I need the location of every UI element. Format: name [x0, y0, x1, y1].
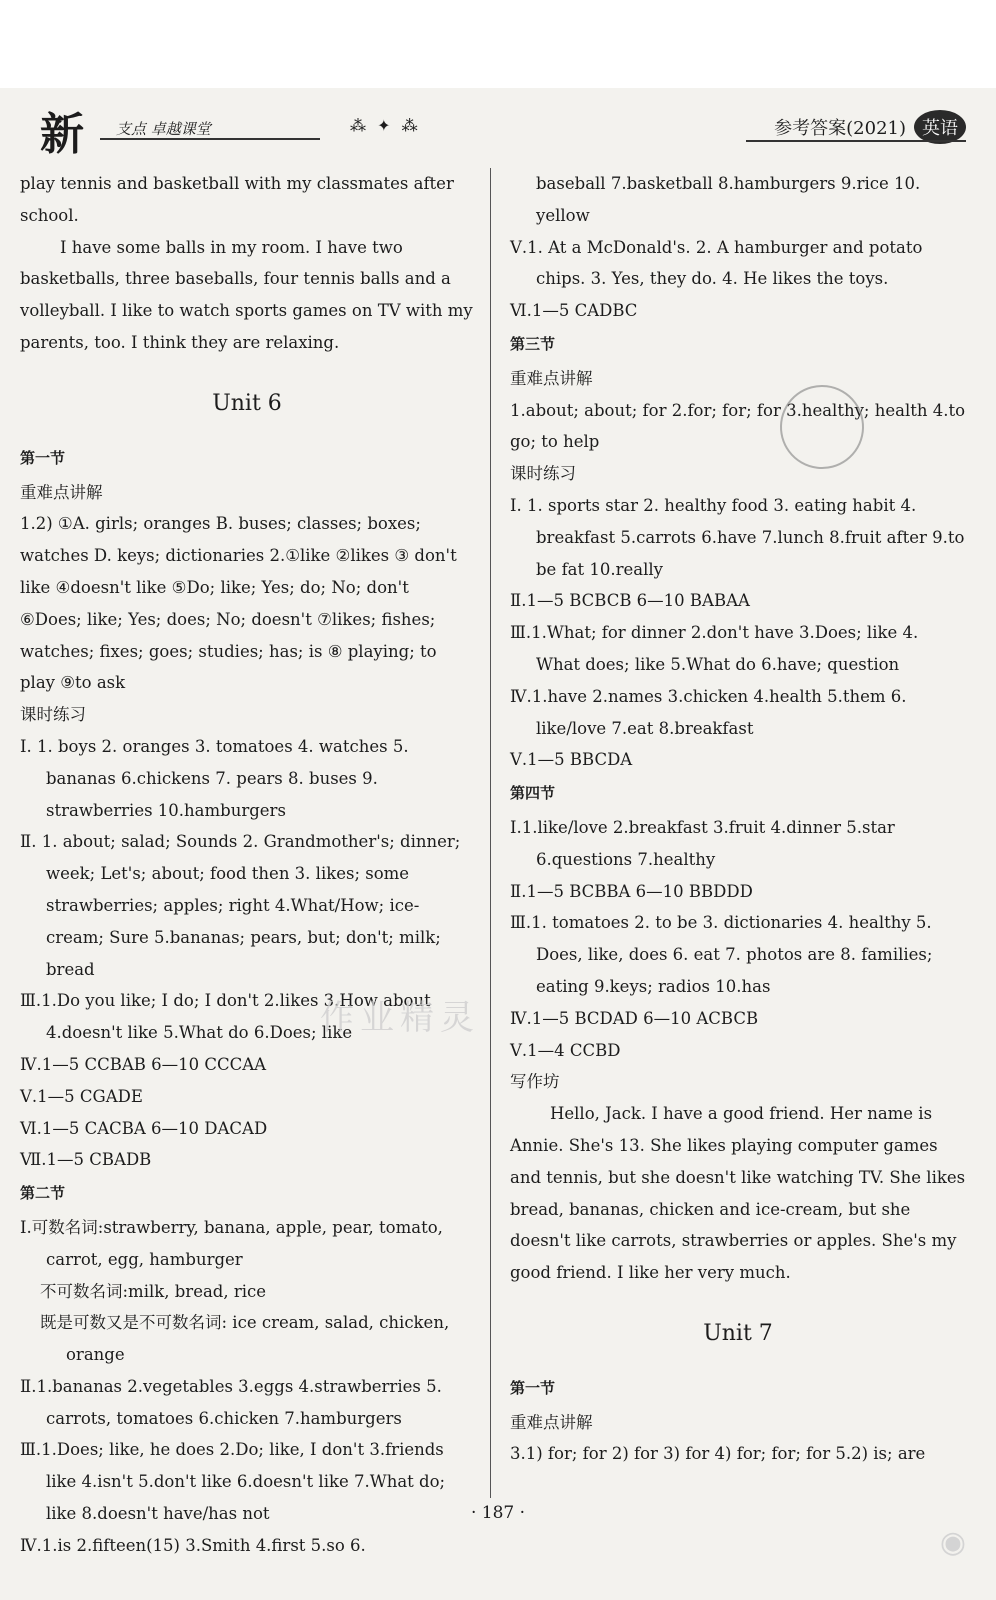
answer-block: Ⅰ.1.like/love 2.breakfast 3.fruit 4.dinner 5.star 6.questions 7.healthy — [510, 817, 895, 869]
answer-block: Ⅲ.1.What; for dinner 2.don't have 3.Does; like 4. What does; like 5.What do 6.have; question — [510, 623, 919, 674]
decorative-ornament-icon: ⁂ ✦ ⁂ — [350, 116, 421, 135]
answer-block: Ⅴ.1—4 CCBD — [510, 1040, 621, 1060]
page-number: · 187 · — [470, 1503, 526, 1523]
page-header — [0, 88, 996, 160]
answer-block: Ⅰ.可数名词:strawberry, banana, apple, pear, tomato, carrot, egg, hamburger — [20, 1217, 443, 1269]
answer-block: Ⅵ.1—5 CADBC — [510, 301, 638, 321]
answer-block: Ⅱ.1—5 BCBCB 6—10 BABAA — [510, 591, 750, 611]
unit-title: Unit 6 — [212, 390, 282, 416]
essay-paragraph: I have some balls in my room. I have two basketballs, three baseballs, four tennis balls and a volleyball. I like to watch sports games on TV with my parents, too. I think they are relaxing. — [20, 237, 473, 352]
section-subtitle: 写作坊 — [510, 1072, 560, 1092]
section-subtitle: 重难点讲解 — [510, 1412, 593, 1432]
section-subtitle: 课时练习 — [20, 705, 86, 725]
header-title-group — [774, 110, 966, 144]
answer-key-title: 参考答案(2021) — [774, 118, 906, 139]
section-title: 第一节 — [510, 1378, 556, 1397]
answer-block: Ⅳ.1—5 CCBAB 6—10 CCCAA — [20, 1054, 267, 1074]
answer-block: 1.2) ①A. girls; oranges B. buses; classes; boxes; watches D. keys; dictionaries 2.①like ②likes ③ don't like ④doesn't like ⑤Do; like; Yes; do; No; don't ⑥Does; like; Yes; does; No; doesn't ⑦likes; fishes; watches; fixes; goes; studies; has; is ⑧ playing; to play ⑨to ask — [20, 514, 457, 693]
answer-block: 1.about; about; for 2.for; for; for 3.healthy; health 4.to go; to help — [510, 400, 966, 452]
unit-title: Unit 7 — [703, 1320, 773, 1346]
answer-block: Ⅴ.1. At a McDonald's. 2. A hamburger and potato chips. 3. Yes, they do. 4. He likes the toys. — [510, 237, 923, 289]
right-column — [510, 168, 966, 1470]
answer-block: 3.1) for; for 2) for 3) for 4) for; for; for 5.2) is; are — [510, 1444, 926, 1464]
answer-block: Ⅲ.1. tomatoes 2. to be 3. dictionaries 4. healthy 5. Does, like, does 6. eat 7. photos are 8. families; eating 9.keys; radios 10.has — [510, 913, 933, 996]
section-subtitle: 课时练习 — [510, 464, 576, 484]
answer-block: Ⅵ.1—5 CACBA 6—10 DACAD — [20, 1118, 268, 1138]
header-rule-left — [100, 138, 320, 140]
answer-block: Ⅱ.1.bananas 2.vegetables 3.eggs 4.strawberries 5. carrots, tomatoes 6.chicken 7.hamburgers — [20, 1376, 442, 1428]
section-subtitle: 重难点讲解 — [510, 368, 593, 388]
brand-logo: 新 — [40, 109, 82, 160]
brand-subtitle: 支点 卓越课堂 — [116, 120, 211, 138]
answer-block: Ⅶ.1—5 CBADB — [20, 1150, 152, 1170]
section-subtitle: 重难点讲解 — [20, 482, 103, 502]
section-title: 第四节 — [510, 784, 556, 803]
answer-block: Ⅰ. 1. sports star 2. healthy food 3. eating habit 4. breakfast 5.carrots 6.have 7.lunch 8.fruit after 9.to be fat 10.really — [510, 495, 965, 579]
answer-block: Ⅱ.1—5 BCBBA 6—10 BBDDD — [510, 881, 753, 901]
section-title: 第二节 — [20, 1184, 66, 1203]
answer-block: Ⅳ.1.is 2.fifteen(15) 3.Smith 4.first 5.so 6. — [20, 1535, 366, 1555]
section-title: 第三节 — [510, 334, 556, 353]
writing-sample: Hello, Jack. I have a good friend. Her name is Annie. She's 13. She likes playing computer games and tennis, but she doesn't like watching TV. She likes bread, bananas, chicken and ice-cream, but she doesn't like carrots, strawberries or apples. She's my good friend. I like her very much. — [510, 1104, 966, 1283]
answer-block: Ⅲ.1.Do you like; I do; I don't 2.likes 3.How about 4.doesn't like 5.What do 6.Does; like — [20, 991, 431, 1043]
column-divider — [490, 168, 491, 1498]
answer-block: Ⅲ.1.Does; like, he does 2.Do; like, I don't 3.friends like 4.isn't 5.don't like 6.doesn't like 7.What do; like 8.doesn't have/has not — [20, 1440, 446, 1524]
answer-block: Ⅰ. 1. boys 2. oranges 3. tomatoes 4. watches 5. bananas 6.chickens 7. pears 8. buses 9. strawberries 10.hamburgers — [20, 736, 409, 820]
header-rule-right — [746, 140, 966, 142]
answer-block: Ⅳ.1—5 BCDAD 6—10 ACBCB — [510, 1008, 759, 1028]
answer-block: Ⅱ. 1. about; salad; Sounds 2. Grandmother's; dinner; week; Let's; about; food then 3. likes; some strawberries; apples; right 4.What/How; ice-cream; Sure 5.bananas; pears, but; don't; milk; bread — [20, 832, 461, 979]
answer-block: Ⅳ.1.have 2.names 3.chicken 4.health 5.them 6. like/love 7.eat 8.breakfast — [510, 686, 907, 738]
essay-line-1: play tennis and basketball with my classmates after school. — [20, 174, 454, 225]
corner-watermark-icon: ◉ — [939, 1525, 966, 1560]
section-title: 第一节 — [20, 448, 66, 467]
answer-block: Ⅴ.1—5 CGADE — [20, 1086, 143, 1106]
top-margin — [0, 0, 996, 88]
answer-block: Ⅴ.1—5 BBCDA — [510, 750, 633, 770]
answer-block: 既是可数又是不可数名词: ice cream, salad, chicken, orange — [40, 1313, 450, 1365]
subject-badge: 英语 — [914, 110, 966, 144]
watermark: 作业精灵 — [320, 998, 480, 1038]
left-column — [20, 168, 474, 1562]
answer-block: 不可数名词:milk, bread, rice — [40, 1281, 267, 1301]
answer-block: baseball 7.basketball 8.hamburgers 9.rice 10. yellow — [536, 174, 921, 225]
